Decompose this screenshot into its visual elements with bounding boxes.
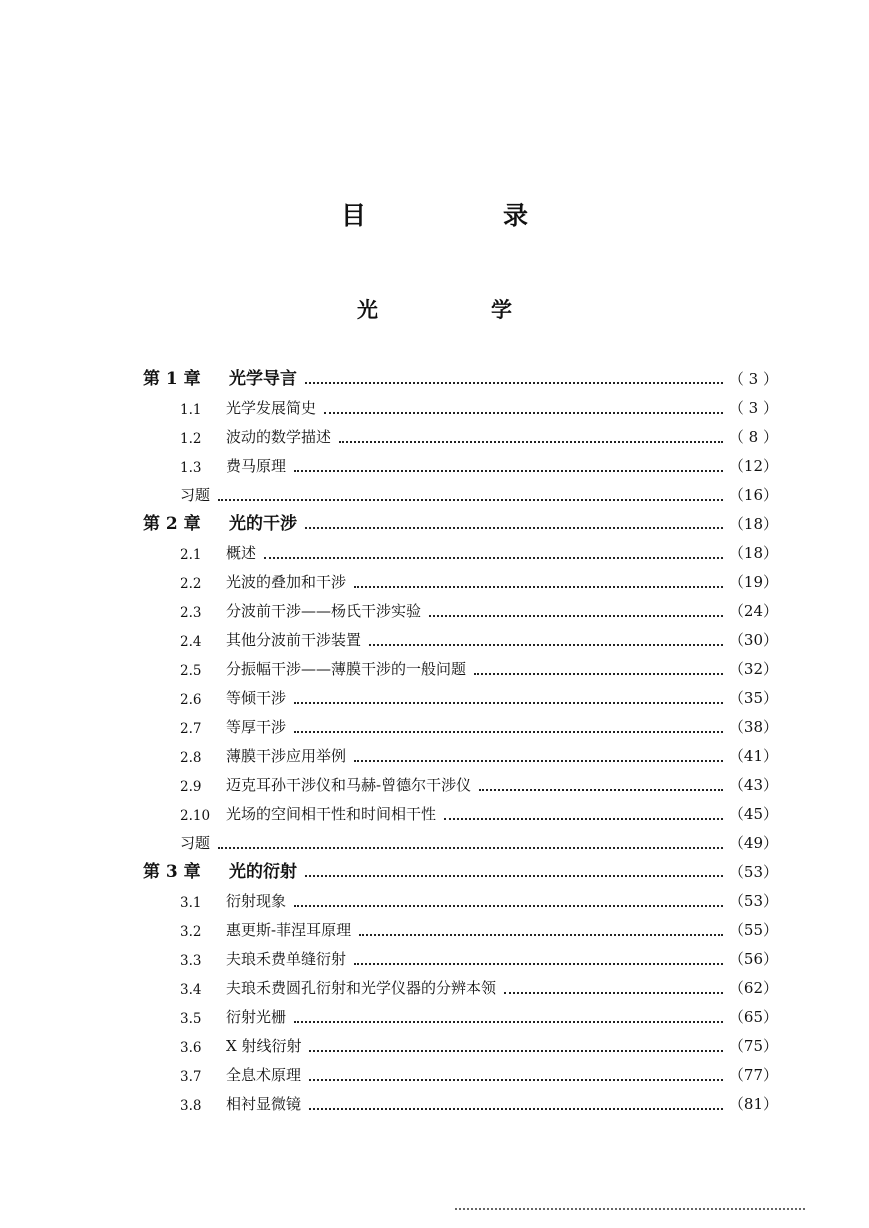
page-number: （77） xyxy=(728,1066,778,1084)
chapter-title: 光的干涉 xyxy=(229,514,297,534)
section-number: 3.5 xyxy=(180,1011,202,1027)
dot-leader xyxy=(218,491,723,501)
toc-section[interactable] xyxy=(143,621,778,650)
section-title: 迈克耳孙干涉仪和马赫-曾德尔干涉仪 xyxy=(226,776,472,794)
dot-leader xyxy=(294,694,723,704)
dot-leader xyxy=(324,404,723,414)
page-number: （62） xyxy=(728,979,778,997)
page-number: （41） xyxy=(728,747,778,765)
page-number: （16） xyxy=(728,486,778,504)
section-title: 费马原理 xyxy=(226,457,287,475)
section-number: 3.6 xyxy=(180,1040,202,1056)
section-number: 3.1 xyxy=(180,895,202,911)
section-number: 2.2 xyxy=(180,576,202,592)
section-number: 2.3 xyxy=(180,605,202,621)
section-title: 相衬显微镜 xyxy=(226,1095,302,1113)
toc-section[interactable] xyxy=(143,795,778,824)
dot-leader xyxy=(294,1013,723,1023)
toc-section[interactable] xyxy=(143,969,778,998)
section-title: 惠更斯-菲涅耳原理 xyxy=(226,921,352,939)
section-number: 2.9 xyxy=(180,779,202,795)
dot-leader xyxy=(305,867,723,877)
dot-leader xyxy=(264,549,723,559)
dot-leader xyxy=(294,462,723,472)
page-number: （18） xyxy=(728,515,778,533)
section-title: 等倾干涉 xyxy=(226,689,287,707)
section-number: 3.8 xyxy=(180,1098,202,1114)
section-number: 2.7 xyxy=(180,721,202,737)
page-number: （81） xyxy=(728,1095,778,1113)
toc-section[interactable] xyxy=(143,708,778,737)
exercise-title: 习题 xyxy=(180,834,211,852)
section-title: X 射线衍射 xyxy=(226,1037,302,1055)
dot-leader xyxy=(354,955,723,965)
page-number: （30） xyxy=(728,631,778,649)
section-title: 全息术原理 xyxy=(226,1066,302,1084)
toc-section[interactable] xyxy=(143,1085,778,1114)
section-number: 3.4 xyxy=(180,982,202,998)
dot-leader xyxy=(309,1100,723,1110)
section-title: 等厚干涉 xyxy=(226,718,287,736)
section-title: 分振幅干涉——薄膜干涉的一般问题 xyxy=(226,660,467,678)
page-number: （43） xyxy=(728,776,778,794)
section-title: 光波的叠加和干涉 xyxy=(226,573,347,591)
dot-leader xyxy=(294,897,723,907)
page-number: （38） xyxy=(728,718,778,736)
section-number: 2.5 xyxy=(180,663,202,679)
toc-section[interactable] xyxy=(143,447,778,476)
section-title: 夫琅禾费圆孔衍射和光学仪器的分辨本领 xyxy=(226,979,497,997)
dot-leader xyxy=(305,519,723,529)
section-title: 薄膜干涉应用举例 xyxy=(226,747,347,765)
toc-section[interactable] xyxy=(143,1027,778,1056)
section-number: 1.3 xyxy=(180,460,202,476)
dot-leader xyxy=(294,723,723,733)
section-title: 衍射光栅 xyxy=(226,1008,287,1026)
footer-divider xyxy=(455,1208,805,1210)
toc-section[interactable] xyxy=(143,737,778,766)
dot-leader xyxy=(359,926,723,936)
section-number: 3.7 xyxy=(180,1069,202,1085)
section-number: 2.4 xyxy=(180,634,202,650)
page-number: （53） xyxy=(728,892,778,910)
table-of-contents xyxy=(143,360,778,1114)
section-number: 1.2 xyxy=(180,431,202,447)
chapter-number: 第 1 章 xyxy=(143,369,201,389)
dot-leader xyxy=(339,433,723,443)
toc-exercise[interactable] xyxy=(143,476,778,505)
page-number: （12） xyxy=(728,457,778,475)
section-title: 概述 xyxy=(226,544,257,562)
section-title: 其他分波前干涉装置 xyxy=(226,631,362,649)
toc-section[interactable] xyxy=(143,679,778,708)
toc-section[interactable] xyxy=(143,534,778,563)
section-title: 分波前干涉——杨氏干涉实验 xyxy=(226,602,422,620)
section-title: 衍射现象 xyxy=(226,892,287,910)
page-number: （45） xyxy=(728,805,778,823)
section-title: 波动的数学描述 xyxy=(226,428,332,446)
toc-section[interactable] xyxy=(143,1056,778,1085)
page-number: （32） xyxy=(728,660,778,678)
page-number: （55） xyxy=(728,921,778,939)
dot-leader xyxy=(354,752,723,762)
page-number: （ 3 ） xyxy=(728,399,778,417)
section-number: 2.6 xyxy=(180,692,202,708)
section-number: 2.10 xyxy=(180,808,211,824)
toc-section[interactable] xyxy=(143,911,778,940)
dot-leader xyxy=(309,1071,723,1081)
section-number: 2.1 xyxy=(180,547,202,563)
section-title: 光学发展简史 xyxy=(226,399,317,417)
toc-section[interactable] xyxy=(143,650,778,679)
toc-section[interactable] xyxy=(143,389,778,418)
section-number: 2.8 xyxy=(180,750,202,766)
toc-chapter[interactable] xyxy=(143,853,778,882)
page-number: （ 3 ） xyxy=(728,370,778,388)
section-title: 夫琅禾费单缝衍射 xyxy=(226,950,347,968)
page-number: （65） xyxy=(728,1008,778,1026)
dot-leader xyxy=(444,810,723,820)
toc-exercise[interactable] xyxy=(143,824,778,853)
toc-section[interactable] xyxy=(143,418,778,447)
dot-leader xyxy=(429,607,723,617)
toc-chapter[interactable] xyxy=(143,360,778,389)
toc-section[interactable] xyxy=(143,882,778,911)
toc-chapter[interactable] xyxy=(143,505,778,534)
page-number: （56） xyxy=(728,950,778,968)
page-number: （ 8 ） xyxy=(728,428,778,446)
section-number: 3.3 xyxy=(180,953,202,969)
part-title: 光 学 xyxy=(357,298,558,322)
exercise-title: 习题 xyxy=(180,486,211,504)
chapter-title: 光学导言 xyxy=(229,369,297,389)
toc-section[interactable] xyxy=(143,563,778,592)
dot-leader xyxy=(354,578,723,588)
dot-leader xyxy=(218,839,723,849)
page-number: （18） xyxy=(728,544,778,562)
page-number: （19） xyxy=(728,573,778,591)
dot-leader xyxy=(479,781,723,791)
dot-leader xyxy=(369,636,723,646)
chapter-title: 光的衍射 xyxy=(229,862,297,882)
page-number: （75） xyxy=(728,1037,778,1055)
section-number: 3.2 xyxy=(180,924,202,940)
page-title: 目 录 xyxy=(340,201,584,230)
toc-section[interactable] xyxy=(143,998,778,1027)
chapter-number: 第 3 章 xyxy=(143,862,201,882)
toc-section[interactable] xyxy=(143,766,778,795)
toc-section[interactable] xyxy=(143,592,778,621)
page-number: （35） xyxy=(728,689,778,707)
page-number: （53） xyxy=(728,863,778,881)
section-title: 光场的空间相干性和时间相干性 xyxy=(226,805,437,823)
toc-section[interactable] xyxy=(143,940,778,969)
section-number: 1.1 xyxy=(180,402,202,418)
dot-leader xyxy=(305,374,723,384)
dot-leader xyxy=(504,984,723,994)
dot-leader xyxy=(474,665,723,675)
dot-leader xyxy=(309,1042,722,1052)
page-number: （24） xyxy=(728,602,778,620)
chapter-number: 第 2 章 xyxy=(143,514,201,534)
page-number: （49） xyxy=(728,834,778,852)
